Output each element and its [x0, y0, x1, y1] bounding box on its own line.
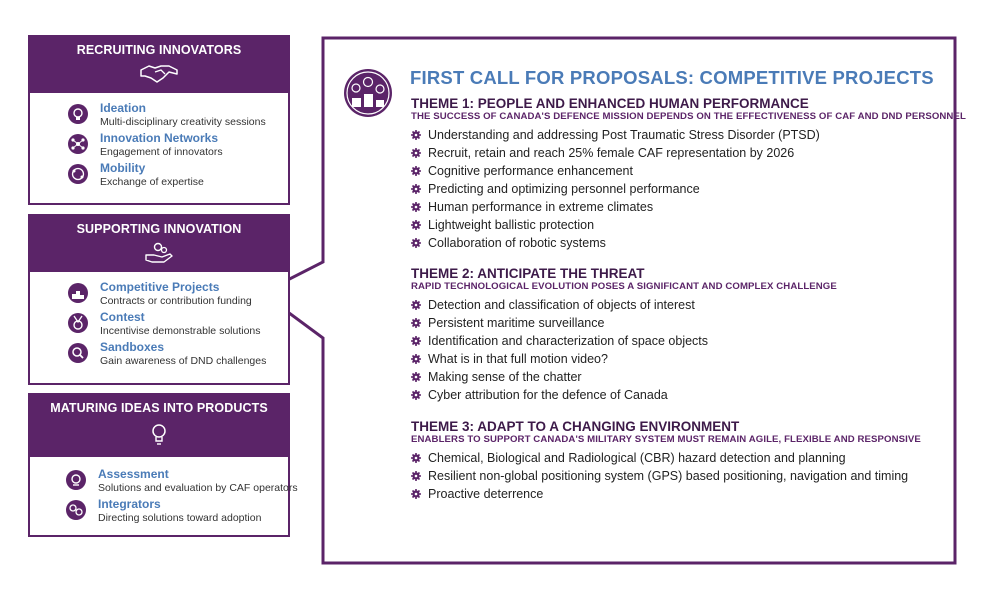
gear-bullet-icon: [411, 202, 421, 212]
bullet-text: Persistent maritime surveillance: [428, 316, 605, 330]
list-item-contest: [38, 310, 288, 340]
bullet-text: Identification and characterization of space objects: [428, 334, 709, 348]
magnifier-icon: [67, 342, 89, 364]
lightbulb-icon: [67, 103, 89, 125]
gear-bullet-icon: [411, 453, 421, 463]
item-subtitle: Gain awareness of DND challenges: [100, 355, 267, 367]
panel-header: [30, 216, 288, 272]
theme-title: THEME 1: PEOPLE AND ENHANCED HUMAN PERFORMANCE: [411, 96, 809, 111]
item-title: Integrators: [98, 497, 161, 511]
panel-header: [30, 395, 288, 457]
exchange-icon: [67, 163, 89, 185]
gear-bullet-icon: [411, 354, 421, 364]
list-item-integrators: [38, 497, 288, 527]
theme-3: [411, 419, 951, 503]
gear-bullet-icon: [411, 318, 421, 328]
handshake-icon: [139, 62, 179, 84]
gear-bullet-icon: [411, 184, 421, 194]
bullet-item: [411, 144, 951, 162]
theme-subtitle: THE SUCCESS OF CANADA'S DEFENCE MISSION DEPENDS ON THE EFFECTIVENESS OF CAF AND DND PERSONNEL: [411, 111, 966, 122]
theme-list: [411, 449, 951, 503]
bullet-item: [411, 368, 951, 386]
bullet-item: [411, 485, 951, 503]
bullet-text: Understanding and addressing Post Traumatic Stress Disorder (PTSD): [428, 128, 820, 142]
theme-1: [411, 96, 966, 252]
gear-bullet-icon: [411, 489, 421, 499]
panel-title: SUPPORTING INNOVATION: [76, 222, 242, 236]
list-item-sandboxes: [38, 340, 288, 370]
bullet-item: [411, 296, 951, 314]
panel-recruiting-innovators: [28, 35, 290, 205]
item-title: Innovation Networks: [100, 131, 219, 145]
gear-bullet-icon: [411, 336, 421, 346]
list-item-ideation: [38, 101, 288, 131]
bullet-text: Resilient non-global positioning system (GPS) based positioning, navigation and timing: [428, 469, 909, 483]
item-title: Assessment: [98, 467, 169, 481]
bullet-item: [411, 162, 951, 180]
item-subtitle: Directing solutions toward adoption: [98, 512, 262, 524]
bullet-item: [411, 449, 951, 467]
theme-list: [411, 126, 951, 252]
podium-lightbulbs-icon: [344, 69, 392, 117]
theme-2: [411, 266, 951, 404]
bullet-text: What is in that full motion video?: [428, 352, 608, 366]
bullet-item: [411, 467, 951, 485]
bullet-item: [411, 234, 951, 252]
bullet-item: [411, 180, 951, 198]
bullet-text: Recruit, retain and reach 25% female CAF representation by 2026: [428, 146, 795, 160]
item-title: Mobility: [100, 161, 146, 175]
list-item-competitive-projects[interactable]: [38, 280, 288, 310]
integrators-icon: [65, 499, 87, 521]
item-subtitle: Exchange of expertise: [100, 176, 204, 188]
bullet-item: [411, 332, 951, 350]
theme-list: [411, 296, 951, 404]
assessment-icon: [65, 469, 87, 491]
bullet-text: Chemical, Biological and Radiological (CBR) hazard detection and planning: [428, 451, 846, 465]
list-item-assessment: [38, 467, 298, 497]
item-title: Sandboxes: [100, 340, 165, 354]
bullet-text: Lightweight ballistic protection: [428, 218, 595, 232]
item-subtitle: Engagement of innovators: [100, 146, 223, 158]
item-subtitle: Contracts or contribution funding: [100, 295, 252, 307]
lightbulb-outline-icon: [147, 422, 171, 448]
theme-subtitle: ENABLERS TO SUPPORT CANADA'S MILITARY SYSTEM MUST REMAIN AGILE, FLEXIBLE AND RESPONSIVE: [411, 434, 921, 445]
gear-bullet-icon: [411, 471, 421, 481]
network-icon: [67, 133, 89, 155]
panel-title: RECRUITING INNOVATORS: [76, 43, 242, 57]
bullet-text: Making sense of the chatter: [428, 370, 582, 384]
podium-icon: [67, 282, 89, 304]
item-subtitle: Multi-disciplinary creativity sessions: [100, 116, 266, 128]
bullet-item: [411, 386, 951, 404]
panel-maturing-ideas: [28, 393, 298, 537]
hand-gears-icon: [144, 241, 174, 265]
gear-bullet-icon: [411, 148, 421, 158]
panel-header: [30, 37, 288, 93]
gear-bullet-icon: [411, 220, 421, 230]
bullet-text: Human performance in extreme climates: [428, 200, 654, 214]
bullet-item: [411, 216, 951, 234]
main-title: FIRST CALL FOR PROPOSALS: COMPETITIVE PROJECTS: [410, 67, 934, 88]
bullet-text: Predicting and optimizing personnel performance: [428, 182, 700, 196]
item-subtitle: Solutions and evaluation by CAF operators: [98, 482, 298, 494]
list-item-innovation-networks: [38, 131, 288, 161]
gear-bullet-icon: [411, 238, 421, 248]
gear-bullet-icon: [411, 390, 421, 400]
theme-title: THEME 2: ANTICIPATE THE THREAT: [411, 266, 645, 281]
bullet-item: [411, 126, 951, 144]
gear-bullet-icon: [411, 372, 421, 382]
panel-supporting-innovation: [28, 214, 290, 385]
theme-subtitle: RAPID TECHNOLOGICAL EVOLUTION POSES A SIGNIFICANT AND COMPLEX CHALLENGE: [411, 281, 837, 292]
gear-bullet-icon: [411, 130, 421, 140]
bullet-text: Cognitive performance enhancement: [428, 164, 633, 178]
item-subtitle: Incentivise demonstrable solutions: [100, 325, 261, 337]
bullet-item: [411, 350, 951, 368]
panel-title: MATURING IDEAS INTO PRODUCTS: [50, 401, 268, 415]
item-title: Competitive Projects: [100, 280, 220, 294]
bullet-item: [411, 314, 951, 332]
bullet-text: Proactive deterrence: [428, 487, 544, 501]
bullet-text: Collaboration of robotic systems: [428, 236, 606, 250]
list-item-mobility: [38, 161, 288, 191]
bullet-text: Cyber attribution for the defence of Canada: [428, 388, 668, 402]
item-title: Contest: [100, 310, 145, 324]
item-title: Ideation: [100, 101, 147, 115]
medal-icon: [67, 312, 89, 334]
theme-title: THEME 3: ADAPT TO A CHANGING ENVIRONMENT: [411, 419, 740, 434]
bullet-text: Detection and classification of objects of interest: [428, 298, 695, 312]
gear-bullet-icon: [411, 300, 421, 310]
bullet-item: [411, 198, 951, 216]
gear-bullet-icon: [411, 166, 421, 176]
